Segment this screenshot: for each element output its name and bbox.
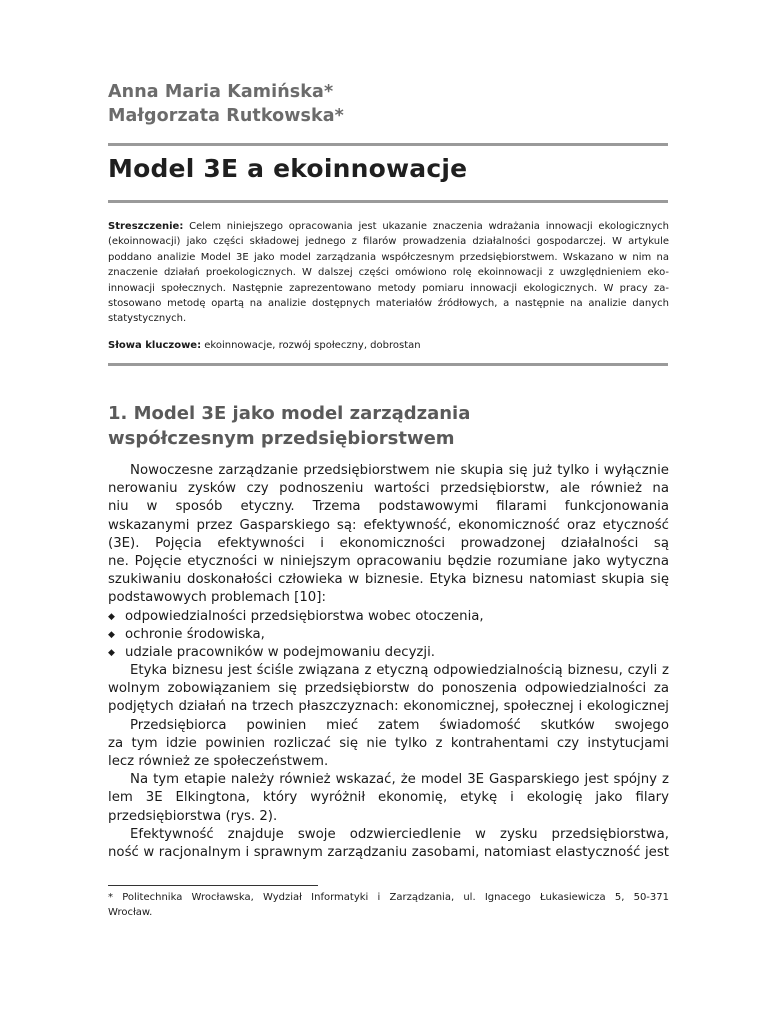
paragraph-line: Na tym etapie należy również wskazać, że model 3E Gasparskiego jest spójny z — [130, 772, 669, 788]
author-name: Małgorzata Rutkowska* — [108, 106, 344, 126]
abstract-text: Streszczenie: Celem niniejszego opracowania jest ukazanie znaczenia wdrażania innowacji ekologicznych (ekoinnowacji) jako części składowej jednego z filarów prowadzenia działalności gospodarczej. W artykule poddano analizie Model 3E jako model zarządzania współczesnym przedsiębiorstwem. Wskazano w nim na znaczenie działań proekologicznych. W dalszej części omówiono rolę ekoinnowacji z uwzględnieniem eko- innowacji społecznych. Następnie zaprezentowano metody pomiaru innowacji ekologicznych. W pracy za- stosowano metodę opartą na analizie dostępnych materiałów źródłowych, a następnie na analizie danych statystycznych. — [108, 221, 669, 325]
footnote-line: Wrocław. — [108, 907, 153, 918]
paragraph-line: podjętych działań na trzech płaszczyznach: ekonomicznej, społecznej i ekologicznej — [108, 699, 669, 715]
footnote-divider — [108, 885, 318, 886]
paragraph-line: przedsiębiorstwa (rys. 2). — [108, 808, 278, 824]
list-item: ◆ ochronie środowiska, — [108, 626, 669, 644]
paragraph-line: za tym idzie powinien rozliczać się nie tylko z kontrahentami czy instytucjami — [108, 735, 669, 751]
paragraph-line: Efektywność znajduje swoje odzwierciedlenie w zysku przedsiębiorstwa, — [130, 826, 669, 842]
diamond-bullet-icon: ◆ — [108, 647, 115, 658]
abstract-label: Streszczenie: — [108, 221, 184, 232]
abstract — [108, 219, 669, 327]
paragraph-line: nerowaniu zysków czy podnoszeniu wartości przedsiębiorstw, ale również na — [108, 481, 669, 497]
author-list — [108, 80, 344, 128]
paragraph-line: Etyka biznesu jest ściśle związana z etyczną odpowiedzialnością biznesu, czyli z — [130, 663, 669, 679]
body-text — [108, 462, 669, 862]
paragraph-line: lecz również ze społeczeństwem. — [108, 754, 329, 769]
diamond-bullet-icon: ◆ — [108, 611, 115, 622]
divider — [108, 200, 668, 203]
paragraph-line: ne. Pojęcie etyczności w niniejszym opracowaniu będzie rozumiane jako wytyczna — [108, 553, 669, 569]
paragraph-line: Przedsiębiorca powinien mieć zatem świadomość skutków swojego — [130, 717, 669, 733]
paper-title: Model 3E a ekoinnowacje — [108, 154, 468, 183]
paragraph-line: szukiwaniu doskonałości człowieka w biznesie. Etyka biznesu natomiast skupia się — [108, 572, 669, 588]
paragraph-line: ność w racjonalnym i sprawnym zarządzaniu zasobami, natomiast elastyczność jest — [108, 844, 669, 860]
keywords-label: Słowa kluczowe: — [108, 340, 202, 351]
keywords — [108, 338, 421, 353]
divider — [108, 363, 668, 366]
list-item: ◆ udziale pracowników w podejmowaniu decyzji. — [108, 644, 669, 662]
paragraph-line: niu w sposób etyczny. Trzema podstawowymi filarami funkcjonowania — [108, 499, 669, 515]
footnote-line: * Politechnika Wrocławska, Wydział Informatyki i Zarządzania, ul. Ignacego Łukasiewicza 5, 50-371 — [108, 892, 669, 903]
paragraph-line: wolnym zobowiązaniem się przedsiębiorstw do ponoszenia odpowiedzialności za — [108, 681, 669, 697]
paragraph-line: podstawowych problemach [10]: — [108, 590, 326, 606]
list-item: ◆ odpowiedzialności przedsiębiorstwa wobec otoczenia, — [108, 608, 669, 626]
paragraph-line: (3E). Pojęcia efektywności i ekonomiczności prowadzonej działalności są — [108, 535, 669, 551]
paragraph-line: wskazanymi przez Gasparskiego są: efektywność, ekonomiczność oraz etyczność — [108, 517, 669, 533]
author-name: Anna Maria Kamińska* — [108, 82, 334, 102]
paragraph-line: lem 3E Elkingtona, który wyróżnił ekonomię, etykę i ekologię jako filary — [108, 790, 669, 806]
section-heading: 1. Model 3E jako model zarządzania współczesnym przedsiębiorstwem — [108, 403, 471, 449]
footnote — [108, 890, 669, 920]
keywords-text: ekoinnowacje, rozwój społeczny, dobrostan — [201, 340, 421, 351]
paragraph-line: Nowoczesne zarządzanie przedsiębiorstwem nie skupia się już tylko i wyłącznie — [130, 463, 669, 478]
diamond-bullet-icon: ◆ — [108, 629, 115, 640]
divider — [108, 143, 668, 146]
